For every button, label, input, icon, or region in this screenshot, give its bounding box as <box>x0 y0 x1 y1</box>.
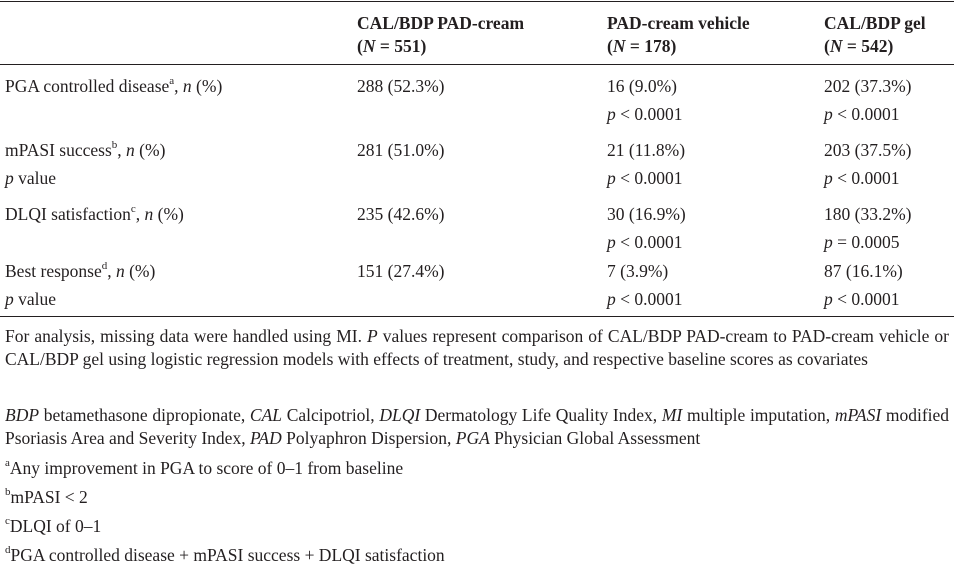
footnote-analysis: For analysis, missing data were handled using MI. P values represent comparison of CAL/BDP PAD-cream to PAD-cream vehicle or CAL/BDP gel using logistic regression models with effects of treatment, study, and respective baseline scores as covariates <box>5 326 949 369</box>
header-bottom-rule <box>0 64 954 65</box>
p-value-col2: p < 0.0001 <box>607 289 683 309</box>
p-value-label: p value <box>5 289 57 309</box>
footnote-c: $^c$DLQI of 0–1 <box>5 515 102 536</box>
row-label: mPASI success$^b$, n (%) <box>5 139 166 160</box>
cell-col2: 7 (3.9%) <box>607 261 669 281</box>
cell-col3: 87 (16.1%) <box>824 261 903 281</box>
p-value-label: p value <box>5 168 57 188</box>
p-value-col3: p < 0.0001 <box>824 168 900 188</box>
cell-col3: 202 (37.3%) <box>824 76 912 96</box>
p-value-col2: p < 0.0001 <box>607 104 683 124</box>
cell-col3: 180 (33.2%) <box>824 204 912 224</box>
header-col1-name: CAL/BDP PAD-cream <box>357 13 525 33</box>
cell-col1: 235 (42.6%) <box>357 204 445 224</box>
header-col2-n: (N = 178) <box>607 36 677 56</box>
table-top-rule <box>0 1 954 2</box>
header-col1-n: (N = 551) <box>357 36 427 56</box>
p-value-col3: p < 0.0001 <box>824 289 900 309</box>
header-col3-name: CAL/BDP gel <box>824 13 926 33</box>
footnote-abbreviations: BDP betamethasone dipropionate, CAL Calcipotriol, DLQI Dermatology Life Quality Index, MI multiple imputation, mPASI modified Psoriasis Area and Severity Index, PAD Polyaphron Dispersion, PGA Physician Global Assessment <box>5 405 950 448</box>
cell-col1: 151 (27.4%) <box>357 261 445 281</box>
header-col2-name: PAD-cream vehicle <box>607 13 750 33</box>
cell-col2: 21 (11.8%) <box>607 140 686 160</box>
header-col3-n: (N = 542) <box>824 36 894 56</box>
table-bottom-rule <box>0 316 954 317</box>
p-value-col3: p < 0.0001 <box>824 104 900 124</box>
p-value-col2: p < 0.0001 <box>607 168 683 188</box>
p-value-col3: p = 0.0005 <box>824 232 900 252</box>
row-label: Best response$^d$, n (%) <box>5 260 156 281</box>
cell-col1: 288 (52.3%) <box>357 76 445 96</box>
row-label: DLQI satisfaction$^c$, n (%) <box>5 203 184 224</box>
row-label: PGA controlled disease$^a$, n (%) <box>5 75 223 96</box>
cell-col1: 281 (51.0%) <box>357 140 445 160</box>
p-value-col2: p < 0.0001 <box>607 232 683 252</box>
cell-col2: 16 (9.0%) <box>607 76 677 96</box>
cell-col3: 203 (37.5%) <box>824 140 912 160</box>
cell-col2: 30 (16.9%) <box>607 204 686 224</box>
footnote-b: $^b$mPASI < 2 <box>5 486 88 507</box>
footnote-a: $^a$Any improvement in PGA to score of 0–1 from baseline <box>5 457 404 478</box>
footnote-d: $^d$PGA controlled disease + mPASI success + DLQI satisfaction <box>5 544 445 565</box>
